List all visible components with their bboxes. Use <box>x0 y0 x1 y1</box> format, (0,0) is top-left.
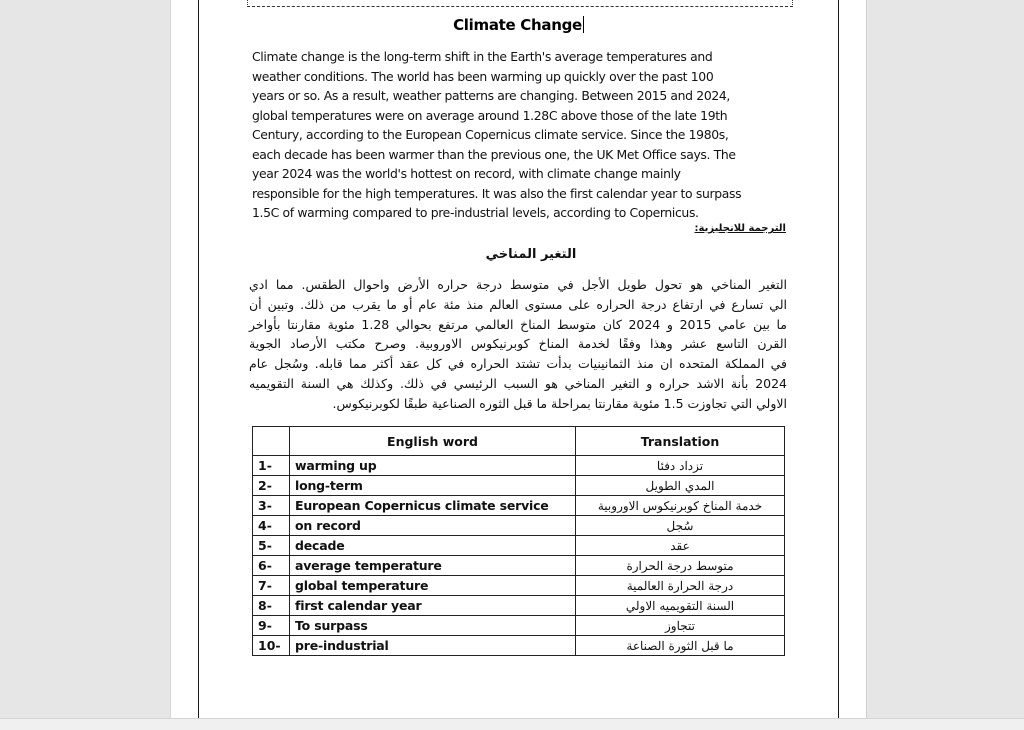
english-word-cell: European Copernicus climate service <box>290 496 576 516</box>
translation-cell: خدمة المناخ كوبرنيكوس الاوروبية <box>576 496 785 516</box>
table-row <box>253 616 785 636</box>
arabic-paragraph-line: الاولي التي تجاوزت 1.5 مئوية مقارنتا بمراحلة ما قبل الثوره الصناعية طبقًا لكوبرنيكوس. <box>332 395 787 411</box>
translation-cell: درجة الحرارة العالمية <box>576 576 785 596</box>
english-paragraph-line: each decade has been warmer than the previous one, the UK Met Office says. The <box>252 146 736 162</box>
document-page[interactable] <box>170 0 867 718</box>
arabic-paragraph-line: ما بين عامي 2015 و 2024 كان متوسط المناخ العالمي مرتفع بحوالي 1.28 مئوية مقارنتا بأواخر <box>249 316 787 332</box>
translation-cell: السنة التقويميه الاولي <box>576 596 785 616</box>
row-number: 10- <box>253 636 290 656</box>
translation-cell: تزداد دفئا <box>576 456 785 476</box>
english-paragraph-line: responsible for the high temperatures. It was also the first calendar year to surpass <box>252 185 742 201</box>
row-number: 4- <box>253 516 290 536</box>
english-word-cell: average temperature <box>290 556 576 576</box>
arabic-paragraph-line: التغير المناخي هو تحول طويل الأجل في متوسط درجة حراره الأرض واحوال الطقس. مما ادي <box>249 277 787 292</box>
english-paragraph-line: years or so. As a result, weather patterns are changing. Between 2015 and 2024, <box>252 88 731 103</box>
table-row <box>253 596 785 616</box>
translation-label: الترجمة للانجليزية: <box>694 223 786 234</box>
table-row <box>253 556 785 576</box>
arabic-paragraph-line: في المملكة المتحده ان منذ الثمانينيات بدأت تشتد الحراره في كل عقد أكثر مما قابله. وسُجل عام <box>249 356 787 372</box>
vocabulary-table[interactable] <box>252 426 785 656</box>
row-number: 7- <box>253 576 290 596</box>
translation-cell: المدي الطويل <box>576 476 785 496</box>
text-cursor <box>583 16 584 33</box>
english-word-cell: To surpass <box>290 616 576 636</box>
english-paragraph-line: 1.5C of warming compared to pre-industrial levels, according to Copernicus. <box>252 205 699 220</box>
english-paragraph-line: global temperatures were on average around 1.28C above those of the late 19th <box>252 107 728 123</box>
table-row <box>253 456 785 476</box>
document-title-text: Climate Change <box>453 16 582 34</box>
row-number: 6- <box>253 556 290 576</box>
header-text-box[interactable] <box>247 0 793 7</box>
table-row <box>253 496 785 516</box>
translation-cell: عقد <box>576 536 785 556</box>
english-paragraph-line: weather conditions. The world has been warming up quickly over the past 100 <box>252 68 714 84</box>
english-word-cell: decade <box>290 536 576 556</box>
arabic-paragraph-line: الي تسارع في ارتفاع درجة الحراره على مستوى العالم منذ مئة عام أو ما يقرب من ذلك. وتبين أن <box>249 296 787 312</box>
document-title[interactable] <box>171 16 866 34</box>
horizontal-scrollbar-area[interactable] <box>0 718 1024 730</box>
english-word-cell: long-term <box>290 476 576 496</box>
page-frame-right-border <box>838 0 839 718</box>
row-number: 9- <box>253 616 290 636</box>
row-number: 1- <box>253 456 290 476</box>
table-row <box>253 516 785 536</box>
page-frame-left-border <box>198 0 199 718</box>
table-row <box>253 576 785 596</box>
header-number <box>253 427 290 456</box>
header-english-word: English word <box>290 427 576 456</box>
english-paragraph-line: year 2024 was the world's hottest on record, with climate change mainly <box>252 166 681 181</box>
table-row <box>253 536 785 556</box>
english-word-cell: on record <box>290 516 576 536</box>
english-paragraph-line: Century, according to the European Copernicus climate service. Since the 1980s, <box>252 127 729 142</box>
table-row <box>253 476 785 496</box>
row-number: 5- <box>253 536 290 556</box>
translation-cell: ما قبل الثورة الصناعة <box>576 636 785 656</box>
english-paragraph-line: Climate change is the long-term shift in the Earth's average temperatures and <box>252 49 713 64</box>
row-number: 2- <box>253 476 290 496</box>
arabic-paragraph-line: 2024 بأنة الاشد حراره و التغير المناخي هو السبب الرئيسي في ذلك. وكذلك هي السنة التقويميه <box>249 375 787 391</box>
header-translation: Translation <box>576 427 785 456</box>
english-word-cell: first calendar year <box>290 596 576 616</box>
arabic-title: التغير المناخي <box>485 247 577 262</box>
translation-cell: متوسط درجة الحرارة <box>576 556 785 576</box>
english-word-cell: global temperature <box>290 576 576 596</box>
table-header-row <box>253 427 785 456</box>
english-word-cell: warming up <box>290 456 576 476</box>
english-word-cell: pre-industrial <box>290 636 576 656</box>
row-number: 8- <box>253 596 290 616</box>
english-paragraph[interactable] <box>252 47 797 223</box>
arabic-paragraph-line: القرن التاسع عشر وهذا وفقًا لخدمة المناخ كوبرنيكوس الاوروبية. وصرح مكتب الأرصاد الجوية <box>249 336 787 352</box>
arabic-paragraph[interactable] <box>249 275 787 414</box>
row-number: 3- <box>253 496 290 516</box>
table-row <box>253 636 785 656</box>
translation-cell: تتجاوز <box>576 616 785 636</box>
translation-cell: سُجل <box>576 516 785 536</box>
